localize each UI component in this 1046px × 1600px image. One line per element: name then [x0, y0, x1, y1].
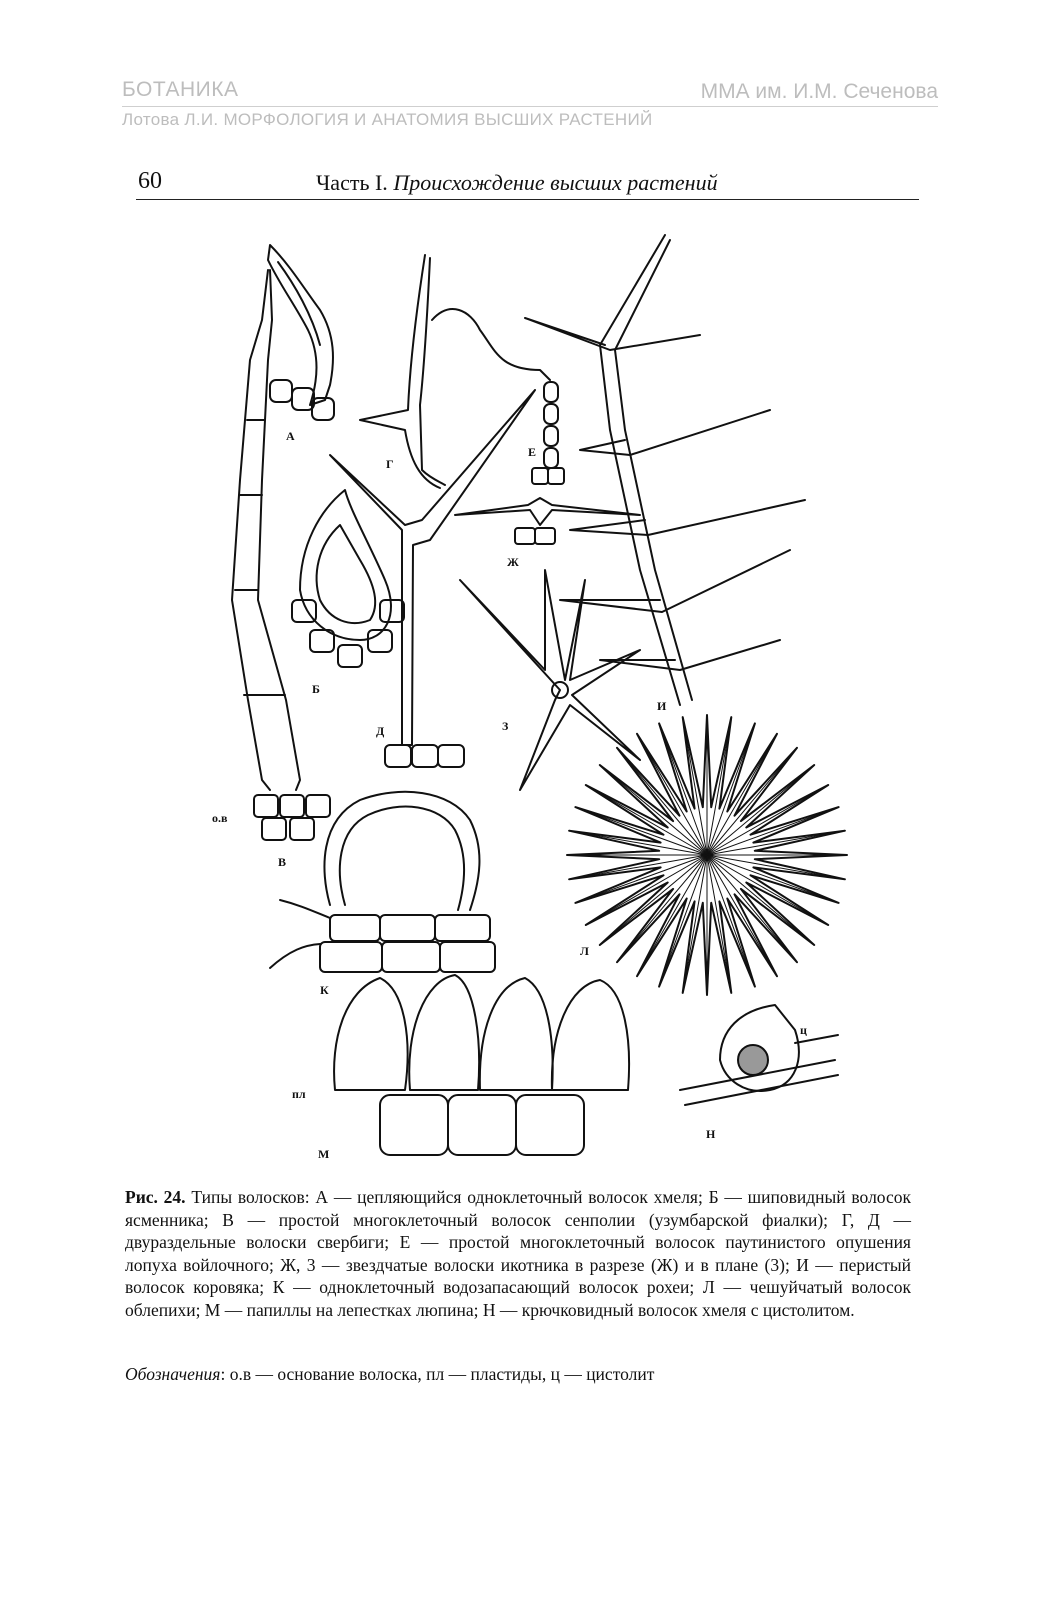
hair-zh-illustration: [455, 498, 640, 544]
notation-label: Обозначения: [125, 1364, 221, 1384]
label-ts: ц: [800, 1023, 807, 1037]
hair-z-illustration: [460, 570, 640, 790]
label-k: К: [320, 983, 329, 997]
hair-a-illustration: [268, 245, 334, 420]
label-i: И: [657, 699, 667, 713]
label-pl: пл: [292, 1087, 306, 1101]
page-number: 60: [138, 168, 162, 194]
label-v: В: [278, 855, 287, 869]
hair-b-illustration: [292, 490, 404, 667]
hair-m-illustration: [334, 975, 629, 1155]
caption-text: Типы волосков: А — цепляющийся одноклеточный волосок хмеля; Б — шиповидный волосок ясменника; В — простой многоклеточный волосок сенполии (узумбарской фиалки); Г, Д — двураздельные волоски свербиги; Е — простой многоклеточный волосок паутинистого опушения лопуха войлочного; Ж, 3 — звездчатые волоски икотника в разрезе (Ж) и в плане (3); И — перистый волосок коровяка; К — одноклеточный водозапасающий волосок рохеи; Л — чешуйчатый волосок облепихи; М — папиллы на лепестках люпина; Н — крючковидный волосок хмеля с цистолитом.: [125, 1187, 912, 1320]
header-subject: БОТАНИКА: [122, 78, 239, 101]
figure-notation: [125, 1364, 911, 1385]
header-book-title: Лотова Л.И. МОРФОЛОГИЯ И АНАТОМИЯ ВЫСШИХ РАСТЕНИЙ: [122, 110, 653, 129]
label-ov: о.в: [212, 811, 228, 825]
label-l: Л: [580, 944, 589, 958]
running-head-title: Происхождение высших растений: [393, 170, 718, 195]
figure-caption: [125, 1186, 911, 1322]
hair-l-illustration: [567, 715, 847, 995]
label-a: А: [286, 429, 295, 443]
label-z: З: [502, 719, 509, 733]
header-institution: ММА им. И.М. Сеченова: [700, 80, 938, 103]
running-head-part: Часть I.: [316, 170, 388, 195]
label-e: Е: [528, 445, 537, 459]
notation-text: : о.в — основание волоска, пл — пластиды, ц — цистолит: [220, 1364, 655, 1384]
label-d: Д: [376, 724, 385, 738]
label-g: Г: [386, 457, 394, 471]
label-b: Б: [312, 682, 320, 696]
hair-g-illustration: [360, 255, 445, 488]
hair-n-illustration: [680, 1005, 838, 1105]
label-zh: Ж: [507, 555, 519, 569]
label-m: М: [318, 1147, 330, 1161]
label-n: Н: [706, 1127, 716, 1141]
hair-i-illustration: [525, 235, 805, 705]
hair-d-illustration: [330, 390, 535, 767]
caption-label: Рис. 24.: [125, 1187, 186, 1207]
hair-e-illustration: [432, 309, 564, 484]
